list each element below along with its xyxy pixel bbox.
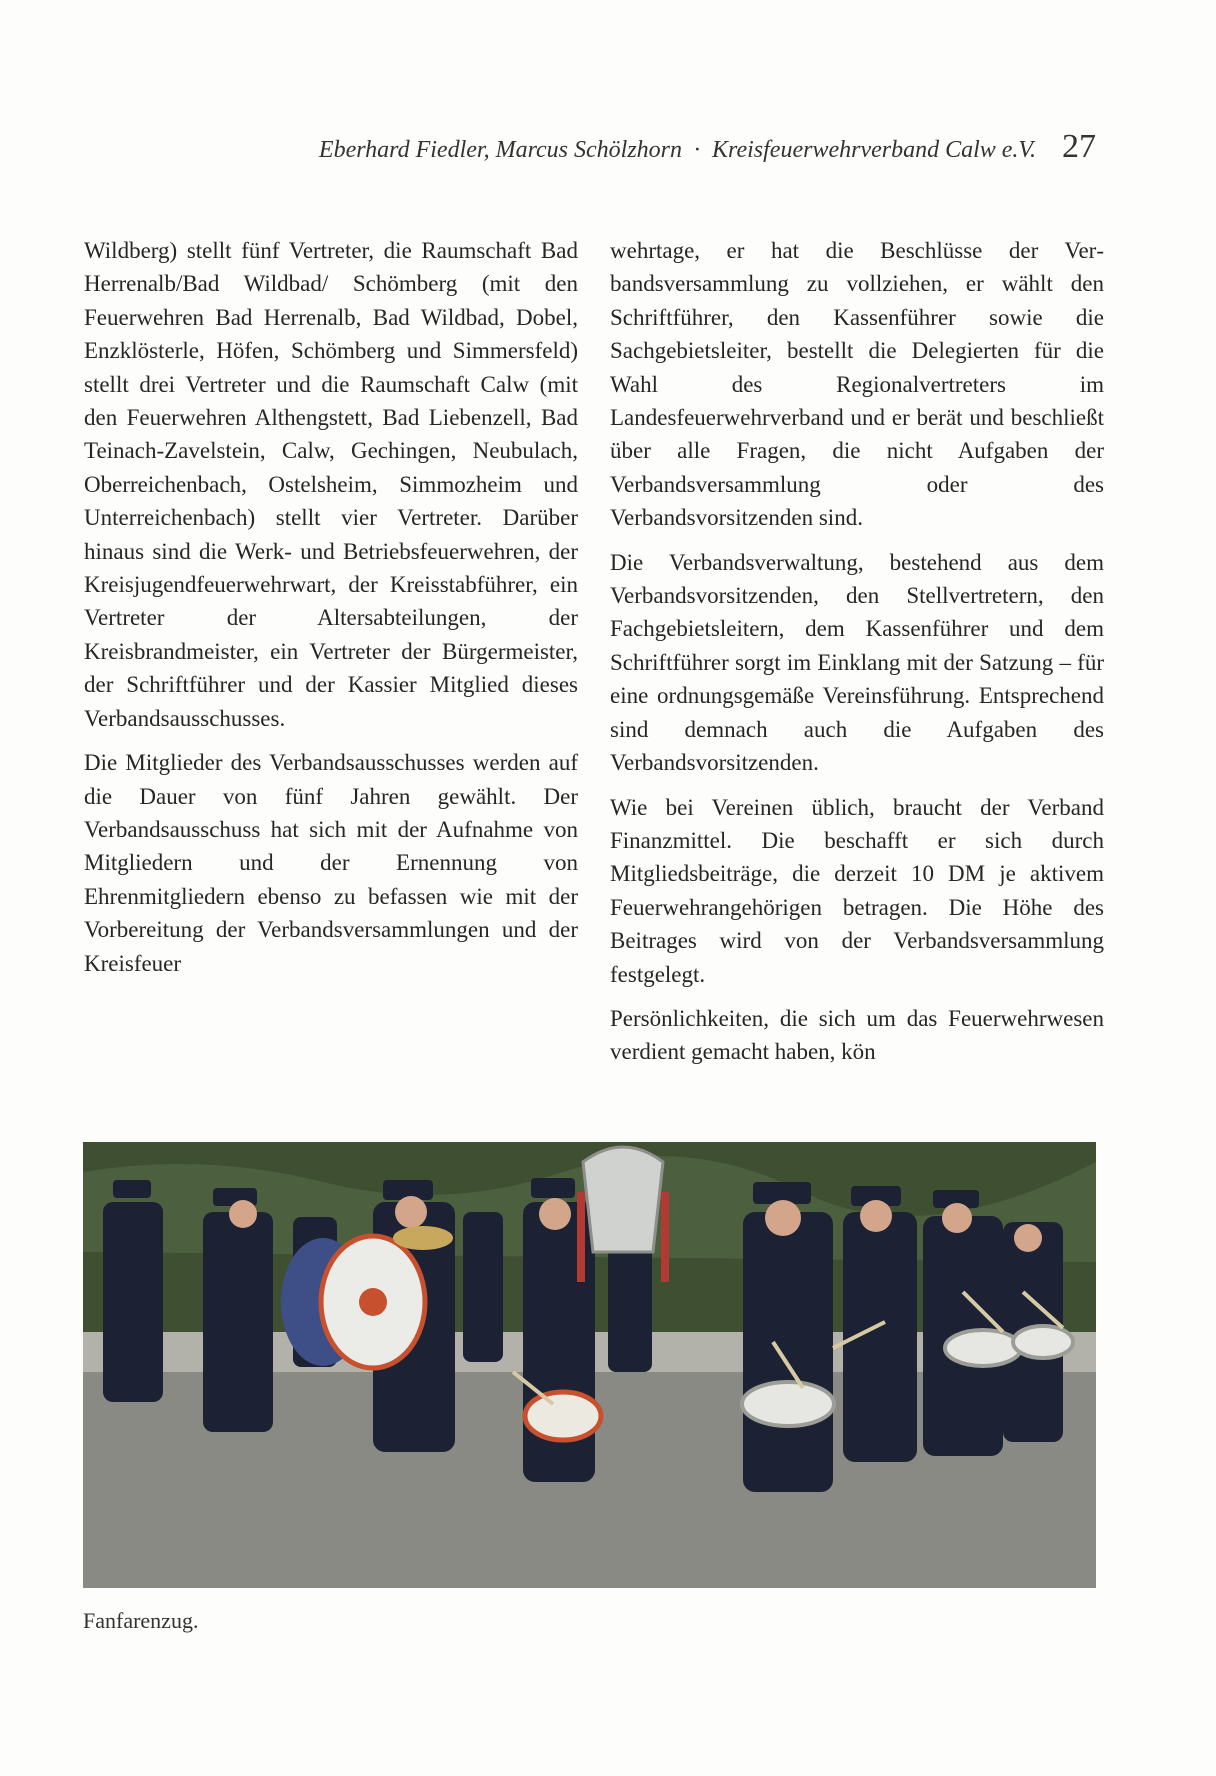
header-authors: Eberhard Fiedler, Marcus Schölzhorn [318, 137, 683, 163]
bass-drum [281, 1236, 425, 1368]
right-paragraph-2: Die Verbandsverwaltung, bestehend aus dem Verbandsvorsitzenden, den Stellvertretern, den Fachgebietsleitern, dem Kassenführer und dem Schriftführer sorgt im Einklang mit der Satzung – für eine ordnungsgemäße Vereinsführung. Entsprechend sind demnach auch die Aufgaben des Verbandsvorsitzenden. [610, 549, 1104, 776]
photo-caption: Fanfarenzug. [83, 1608, 199, 1633]
header-separator: · [694, 137, 701, 163]
right-paragraph-3: Wie bei Vereinen üblich, braucht der Verband Finanzmittel. Die beschafft er sich durch Mitgliedsbeiträge, die derzeit 10 DM je aktivem Feuerwehrangehörigen betragen. Die Höhe des Beitrages wird von der Verbandsversammlung festgelegt. [610, 794, 1104, 987]
musician [203, 1212, 273, 1432]
running-head [210, 128, 1096, 172]
musician [743, 1212, 833, 1492]
musician [103, 1202, 163, 1402]
cymbal [393, 1226, 453, 1250]
left-paragraph-1: Wildberg) stellt fünf Vertreter, die Raumschaft Bad Herrenalb/Bad Wildbad/ Schömberg (mit den Feuerwehren Bad Herrenalb, Bad Wildbad, Dobel, Enzklösterle, Höfen, Schömberg und Simmersfeld) stellt drei Vertreter und die Raumschaft Calw (mit den Feuerwehren Althengstett, Bad Liebenzell, Bad Teinach-Zavelstein, Calw, Gechingen, Neubulach, Oberreichenbach, Ostelsheim, Simmozheim und Unterreichenbach) stellt vier Vertreter. Darüber hinaus sind die Werk- und Betriebsfeuerwehren, der Kreisjugendfeuerwehrwart, der Kreisstabführer, ein Vertreter der Altersabteilungen, der Kreisbrandmeister, ein Vertreter der Bürgermeister, der Schriftführer und der Kassier Mitglied dieses Verbandsausschusses. [84, 238, 578, 731]
left-column [84, 234, 578, 991]
right-column [610, 234, 1104, 1080]
header-organization: Kreisfeuerwehrverband Calw e.V. [712, 137, 1036, 163]
musician-cap [531, 1178, 575, 1198]
left-paragraph-2: Die Mitglieder des Verbandsausschusses werden auf die Dauer von fünf Jahren gewählt. Der Verbandsausschuss hat sich mit der Aufnahme von Mitgliedern und der Ernennung von Ehrenmitgliedern ebenso zu befassen wie mit der Vorbereitung der Verbandsversammlungen und der Kreisfeuer [84, 750, 578, 976]
page-number: 27 [1062, 128, 1096, 165]
right-paragraph-4: Persönlichkeiten, die sich um das Feuerwehrwesen verdient gemacht haben, kön [610, 1005, 1104, 1065]
band-photo-illustration [83, 1142, 1096, 1588]
musician [463, 1212, 503, 1362]
musician-cap [113, 1180, 151, 1198]
right-paragraph-1: wehrtage, er hat die Beschlüsse der Verbandsversammlung zu vollziehen, er wählt den Schriftführer, den Kassenführer sowie die Sachgebietsleiter, bestellt die Delegierten für die Wahl des Regionalvertreters im Landesfeuerwehrverband und er berät und beschließt über alle Fragen, die nicht Aufgaben der Verbandsversammlung oder des Verbandsvorsitzenden sind. [610, 238, 1104, 531]
band-photo [83, 1142, 1096, 1588]
